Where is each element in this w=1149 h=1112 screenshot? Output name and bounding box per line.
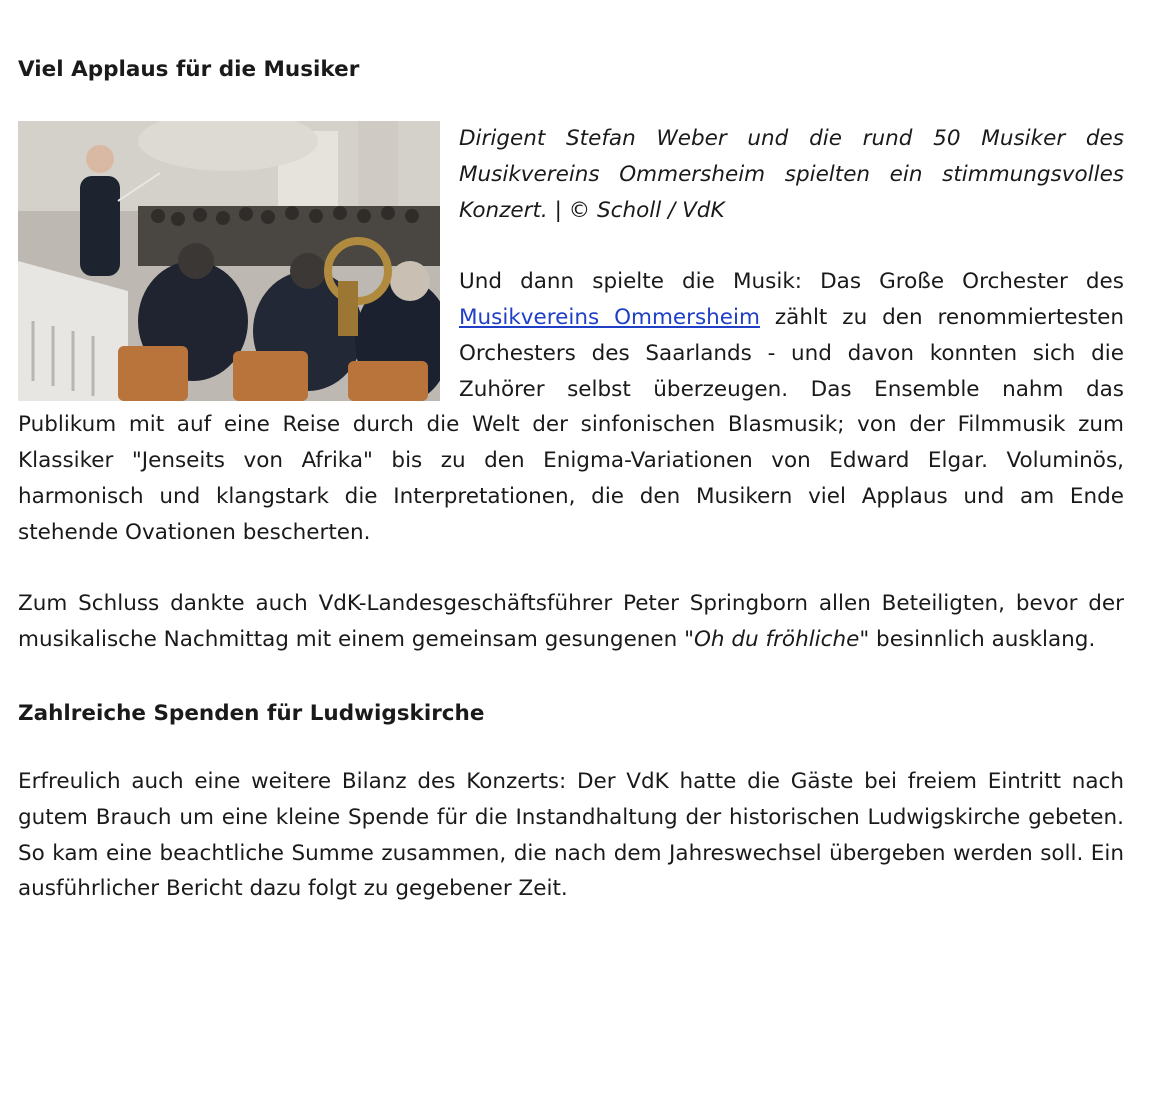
article xyxy=(18,50,1124,907)
paragraph-donations: Erfreulich auch eine weitere Bilanz des Konzerts: Der VdK hatte die Gäste bei freiem Eintritt nach gutem Brauch um eine kleine Spende für die Instandhaltung der historischen Ludwigskirche gebeten. So kam eine beachtliche Summe zusammen, die nach dem Jahreswechsel übergeben werden soll. Ein ausführlicher Bericht dazu folgt zu gegebener Zeit. xyxy=(18,768,1124,902)
section-heading-applause: Viel Applaus für die Musiker xyxy=(18,57,360,82)
orchestra-photo-icon xyxy=(18,121,440,401)
paragraph-closing-intro: Zum Schluss dankte auch VdK-Landesgeschäftsführer Peter Springborn allen Beteiligten, bevor der musikalische Nachmittag mit einem gemeinsam gesungenen xyxy=(18,591,1124,653)
paragraph-orchestra-body: zählt zu den renommiertesten Orchesters des Saarlands - und davon konnten sich die Zuhörer selbst überzeugen. Das Ensemble nahm das Publikum mit auf eine Reise durch die Welt der sinfonischen Blasmusik; von der Filmmusik zum Klassiker "Jenseits von Afrika" bis zu den Enigma-Variationen von Edward Elgar. Voluminös, harmonisch und klangstark die Interpretationen, die den Musikern viel Applaus und am Ende stehende Ovationen bescherten. xyxy=(18,304,1124,545)
song-title: "Oh du fröhliche xyxy=(684,627,860,653)
paragraph-orchestra-intro: Und dann spielte die Musik: Das Große Orchester des xyxy=(459,269,1124,295)
paragraph-closing xyxy=(18,586,1124,658)
orchestra-photo xyxy=(18,121,440,401)
photo-caption: Dirigent Stefan Weber und die rund 50 Musiker des Musikvereins Ommersheim spielten ein stimmungsvolles Konzert. | © Scholl / VdK xyxy=(459,126,1124,223)
paragraph-closing-end: " besinnlich ausklang. xyxy=(859,627,1096,653)
section-heading-donations: Zahlreiche Spenden für Ludwigskirche xyxy=(18,700,485,726)
musikverein-link[interactable]: Musikvereins Ommersheim xyxy=(459,304,760,330)
